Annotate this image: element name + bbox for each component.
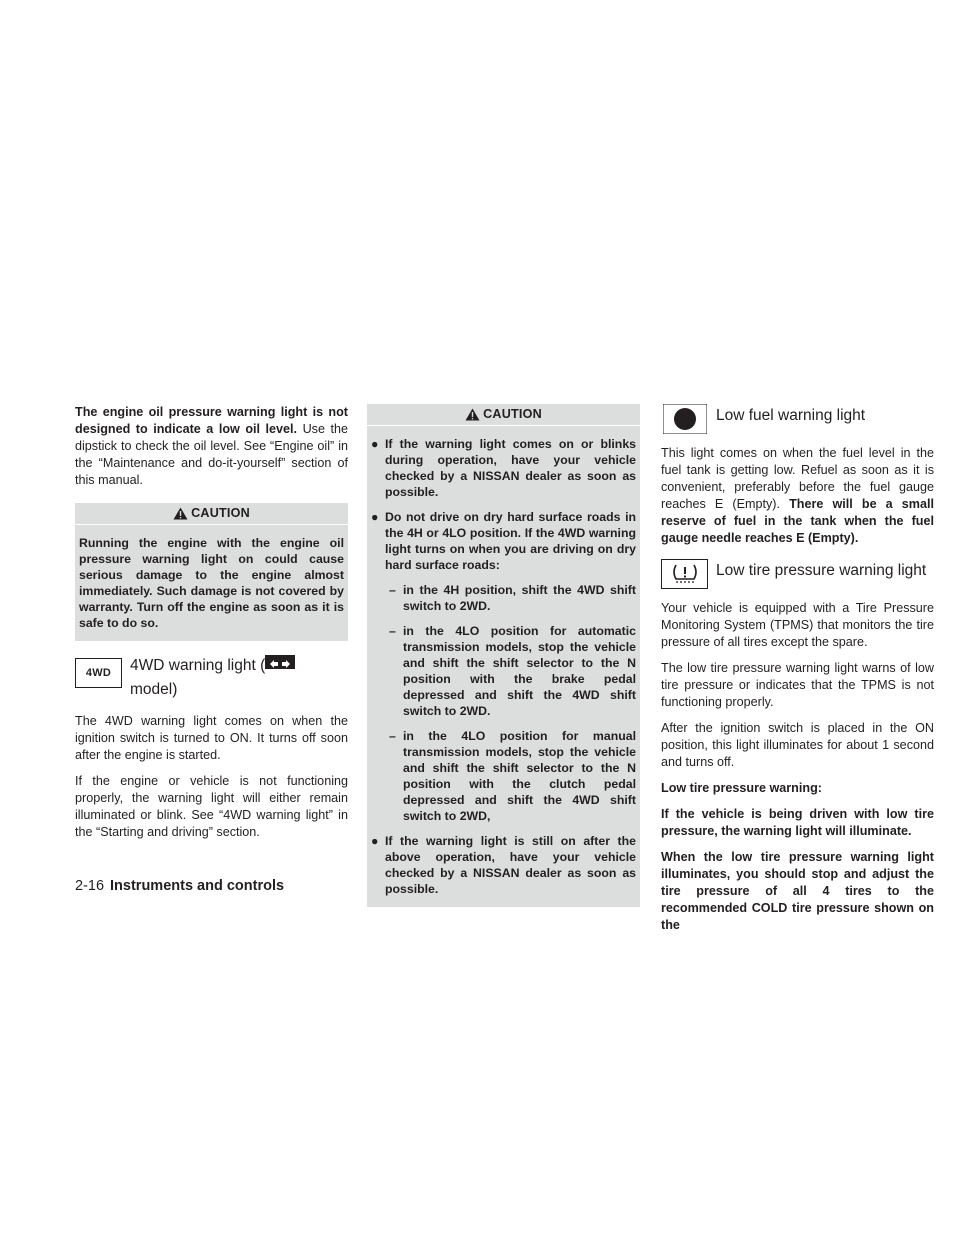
tpms-bold-paragraph-1: [661, 806, 934, 840]
fwd-heading-part-b: model): [130, 681, 178, 698]
page-footer: [75, 878, 284, 894]
tpms-bold-paragraph-2: [661, 849, 934, 934]
fwd-paragraph-1: The 4WD warning light comes on when the ignition switch is turned to ON. It turns off soon after the engine is started.: [75, 714, 348, 762]
tpms-paragraph-1: Your vehicle is equipped with a Tire Pressure Monitoring System (TPMS) that monitors the tire pressure of all tires except the spare.: [661, 601, 934, 649]
sub-item-text: in the 4H position, shift the 4WD shift switch to 2WD.: [403, 583, 636, 613]
column-1: [75, 404, 348, 850]
caution-text: Running the engine with the engine oil pressure warning light on could cause serious damage to the engine almost immediately. Such damage is not covered by warranty. Turn off the engine as soon as it is safe to do so.: [79, 536, 344, 630]
oil-level-bold-text: The engine oil pressure warning light is not designed to indicate a low oil level.: [75, 405, 348, 436]
tire-indicator-icon: [661, 559, 708, 589]
oil-level-paragraph: [75, 404, 348, 489]
fwd-indicator-icon: [75, 658, 122, 688]
fuel-indicator-icon: [661, 404, 708, 434]
tpms-bold-text-1: If the vehicle is being driven with low tire pressure, the warning light will illuminate.: [661, 807, 934, 838]
fwd-heading-text: [130, 654, 295, 702]
caution-header: [75, 503, 348, 525]
sub-item-text: in the 4LO position for automatic transmission models, stop the vehicle and shift the shift selector to the N position with the brake pedal depressed and shift the 4WD shift switch to 2WD.: [403, 624, 636, 718]
list-item: [371, 509, 636, 573]
warning-triangle-icon: [465, 408, 480, 421]
bullet-icon: ●: [371, 437, 379, 451]
tire-pressure-icon: [669, 562, 701, 586]
caution-box-oil: [75, 503, 348, 641]
dash-icon: –: [389, 729, 396, 743]
four-by-four-icon: [265, 655, 295, 669]
tpms-paragraph-3: After the ignition switch is placed in the ON position, this light illuminates for about 1 second and turns off.: [661, 721, 934, 769]
tpms-subheading: [661, 780, 934, 797]
dash-icon: –: [389, 624, 396, 638]
caution-header: [367, 404, 640, 426]
caution-list: [367, 426, 640, 907]
sub-list-item: [389, 582, 636, 614]
oil-level-text: Use the dipstick to check the oil level. See “Engine oil” in the “Maintenance and do-it-yourself” section of this manual.: [75, 422, 348, 487]
low-fuel-text: This light comes on when the fuel level in the fuel tank is getting low. Refuel as soon as it is convenient, preferably before the fuel gauge reaches E (Empty).: [661, 446, 934, 511]
column-2: [367, 404, 640, 907]
fuel-pump-icon: [663, 404, 707, 434]
list-item: [371, 833, 636, 897]
bullet-text: If the warning light is still on after the above operation, have your vehicle checked by a NISSAN dealer as soon as possible.: [385, 834, 636, 896]
low-tire-heading-text: Low tire pressure warning light: [716, 562, 927, 579]
column-3: [661, 404, 934, 943]
sub-item-text: in the 4LO position for manual transmission models, stop the vehicle and shift the shift selector to the N position with the clutch pedal depressed and shift the 4WD shift switch to 2WD,: [403, 729, 636, 823]
page-number: 2-16: [75, 878, 105, 894]
low-fuel-paragraph: [661, 445, 934, 547]
low-fuel-heading: [661, 404, 934, 434]
sub-list-item: [389, 728, 636, 824]
section-name: Instruments and controls: [110, 878, 285, 894]
low-tire-heading: [661, 559, 934, 589]
fwd-heading-part-a: 4WD warning light (: [130, 657, 266, 674]
low-fuel-bold-text: There will be a small reserve of fuel in the tank when the fuel gauge needle reaches E (Empty).: [661, 497, 934, 545]
list-item: [371, 436, 636, 500]
fwd-warning-heading: [75, 654, 348, 702]
caution-title: CAUTION: [191, 506, 250, 520]
bullet-text: Do not drive on dry hard surface roads in the 4H or 4LO position. If the 4WD warning light turns on when you are driving on dry hard surface roads:: [385, 510, 636, 572]
bullet-icon: ●: [371, 834, 379, 848]
bullet-text: If the warning light comes on or blinks during operation, have your vehicle checked by a NISSAN dealer as soon as possible.: [385, 437, 636, 499]
bullet-icon: ●: [371, 510, 379, 524]
low-fuel-heading-text: Low fuel warning light: [716, 407, 866, 424]
dash-icon: –: [389, 583, 396, 597]
tpms-bold-text-2: When the low tire pressure warning light illuminates, you should stop and adjust the tire pressure of all 4 tires to the recommended COLD tire pressure shown on the: [661, 850, 934, 932]
tpms-subheading-text: Low tire pressure warning:: [661, 781, 822, 795]
caution-title: CAUTION: [483, 407, 542, 421]
warning-triangle-icon: [173, 507, 188, 520]
sub-list-item: [389, 623, 636, 719]
fwd-icon-label: 4WD: [85, 666, 112, 679]
caution-box-4wd: [367, 404, 640, 907]
tpms-paragraph-2: The low tire pressure warning light warns of low tire pressure or indicates that the TPMS is not functioning properly.: [661, 661, 934, 709]
fwd-paragraph-2: If the engine or vehicle is not functioning properly, the warning light will either remain illuminated or blink. See “4WD warning light” in the “Starting and driving” section.: [75, 774, 348, 839]
